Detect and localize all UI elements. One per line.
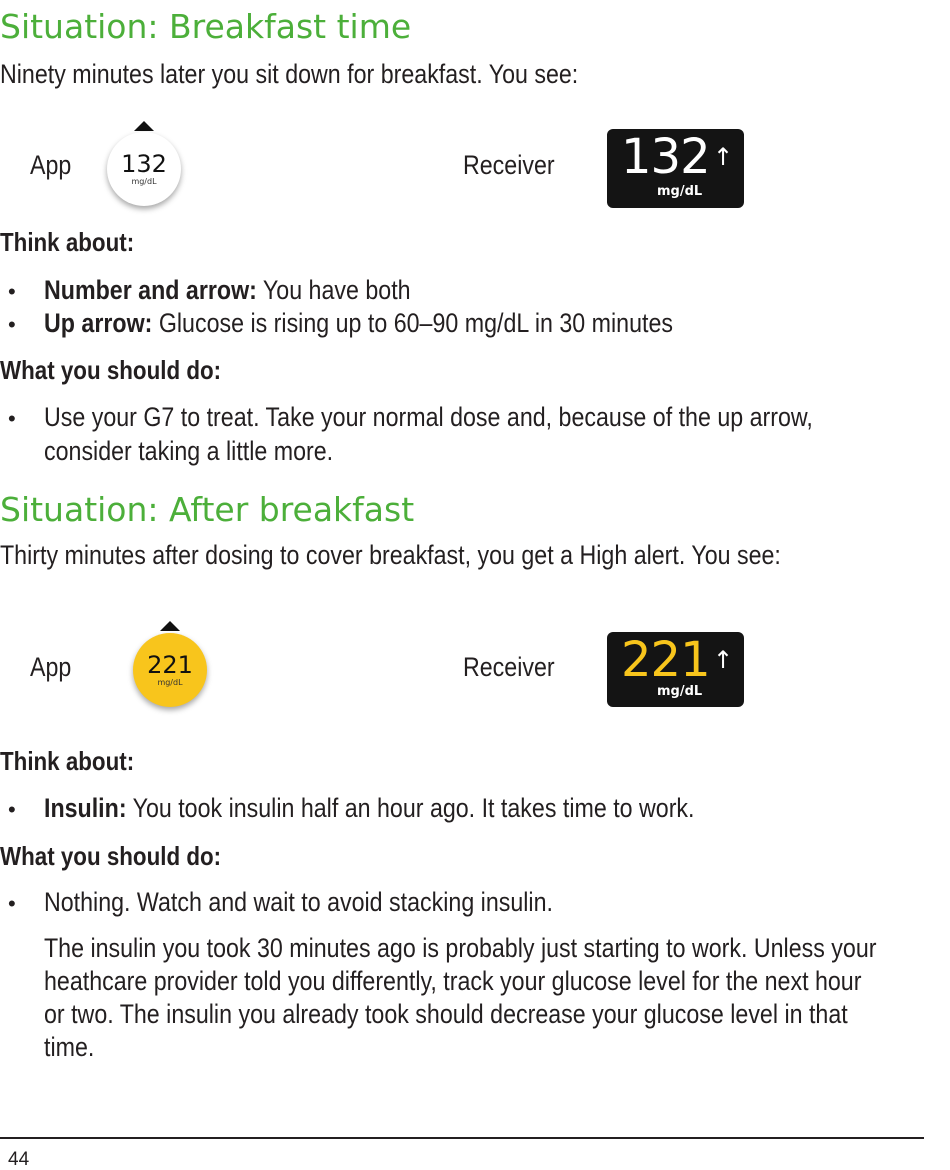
receiver-glucose-unit: mg/dL (657, 184, 703, 199)
bullet-dot-icon: • (8, 406, 16, 431)
list-item: Use your G7 to treat. Take your normal dose and, because of the up arrow, (44, 402, 813, 432)
app-label: App (30, 150, 72, 180)
receiver-display (607, 129, 744, 208)
section-heading-breakfast-time: Situation: Breakfast time (0, 7, 412, 46)
app-glucose-value: 132 (121, 150, 167, 178)
trend-up-triangle-icon (134, 121, 154, 131)
receiver-glucose-unit: mg/dL (657, 684, 703, 699)
list-item: Number and arrow: You have both (44, 275, 411, 305)
list-item: Up arrow: Glucose is rising up to 60–90 mg/dL in 30 minutes (44, 308, 673, 338)
bullet-dot-icon: • (8, 312, 16, 337)
section-heading-after-breakfast: Situation: After breakfast (0, 490, 415, 529)
page-number: 44 (8, 1149, 30, 1170)
app-glucose-value: 221 (147, 651, 193, 679)
app-glucose-unit: mg/dL (131, 177, 157, 186)
think-about-heading: Think about: (0, 746, 135, 776)
paragraph-line: The insulin you took 30 minutes ago is probably just starting to work. Unless your (44, 933, 877, 963)
receiver-label: Receiver (463, 652, 555, 682)
list-item-continuation: consider taking a little more. (44, 436, 334, 466)
bullet-dot-icon: • (8, 891, 16, 916)
receiver-glucose-value: 221 (621, 632, 710, 688)
paragraph-line: time. (44, 1032, 95, 1062)
up-arrow-icon: ↑ (713, 646, 734, 674)
think-about-heading: Think about: (0, 227, 135, 257)
bullet-dot-icon: • (8, 797, 16, 822)
what-to-do-heading: What you should do: (0, 841, 222, 871)
trend-up-triangle-icon (160, 621, 180, 631)
receiver-label: Receiver (463, 150, 555, 180)
app-label: App (30, 652, 72, 682)
footer-divider (0, 1137, 924, 1139)
app-glucose-circle (133, 633, 207, 707)
app-glucose-unit: mg/dL (157, 678, 183, 687)
list-item: Nothing. Watch and wait to avoid stacking insulin. (44, 887, 553, 917)
list-item: Insulin: You took insulin half an hour ago. It takes time to work. (44, 793, 695, 823)
receiver-glucose-value: 132 (621, 129, 710, 185)
what-to-do-heading: What you should do: (0, 355, 222, 385)
up-arrow-icon: ↑ (713, 143, 734, 171)
intro-text-after-breakfast: Thirty minutes after dosing to cover breakfast, you get a High alert. You see: (0, 540, 781, 570)
paragraph-line: heathcare provider told you differently, track your glucose level for the next hour (44, 966, 862, 996)
intro-text-breakfast: Ninety minutes later you sit down for breakfast. You see: (0, 59, 579, 89)
bullet-dot-icon: • (8, 279, 16, 304)
paragraph-line: or two. The insulin you already took should decrease your glucose level in that (44, 999, 848, 1029)
receiver-display (607, 632, 744, 707)
app-glucose-circle (107, 132, 181, 206)
